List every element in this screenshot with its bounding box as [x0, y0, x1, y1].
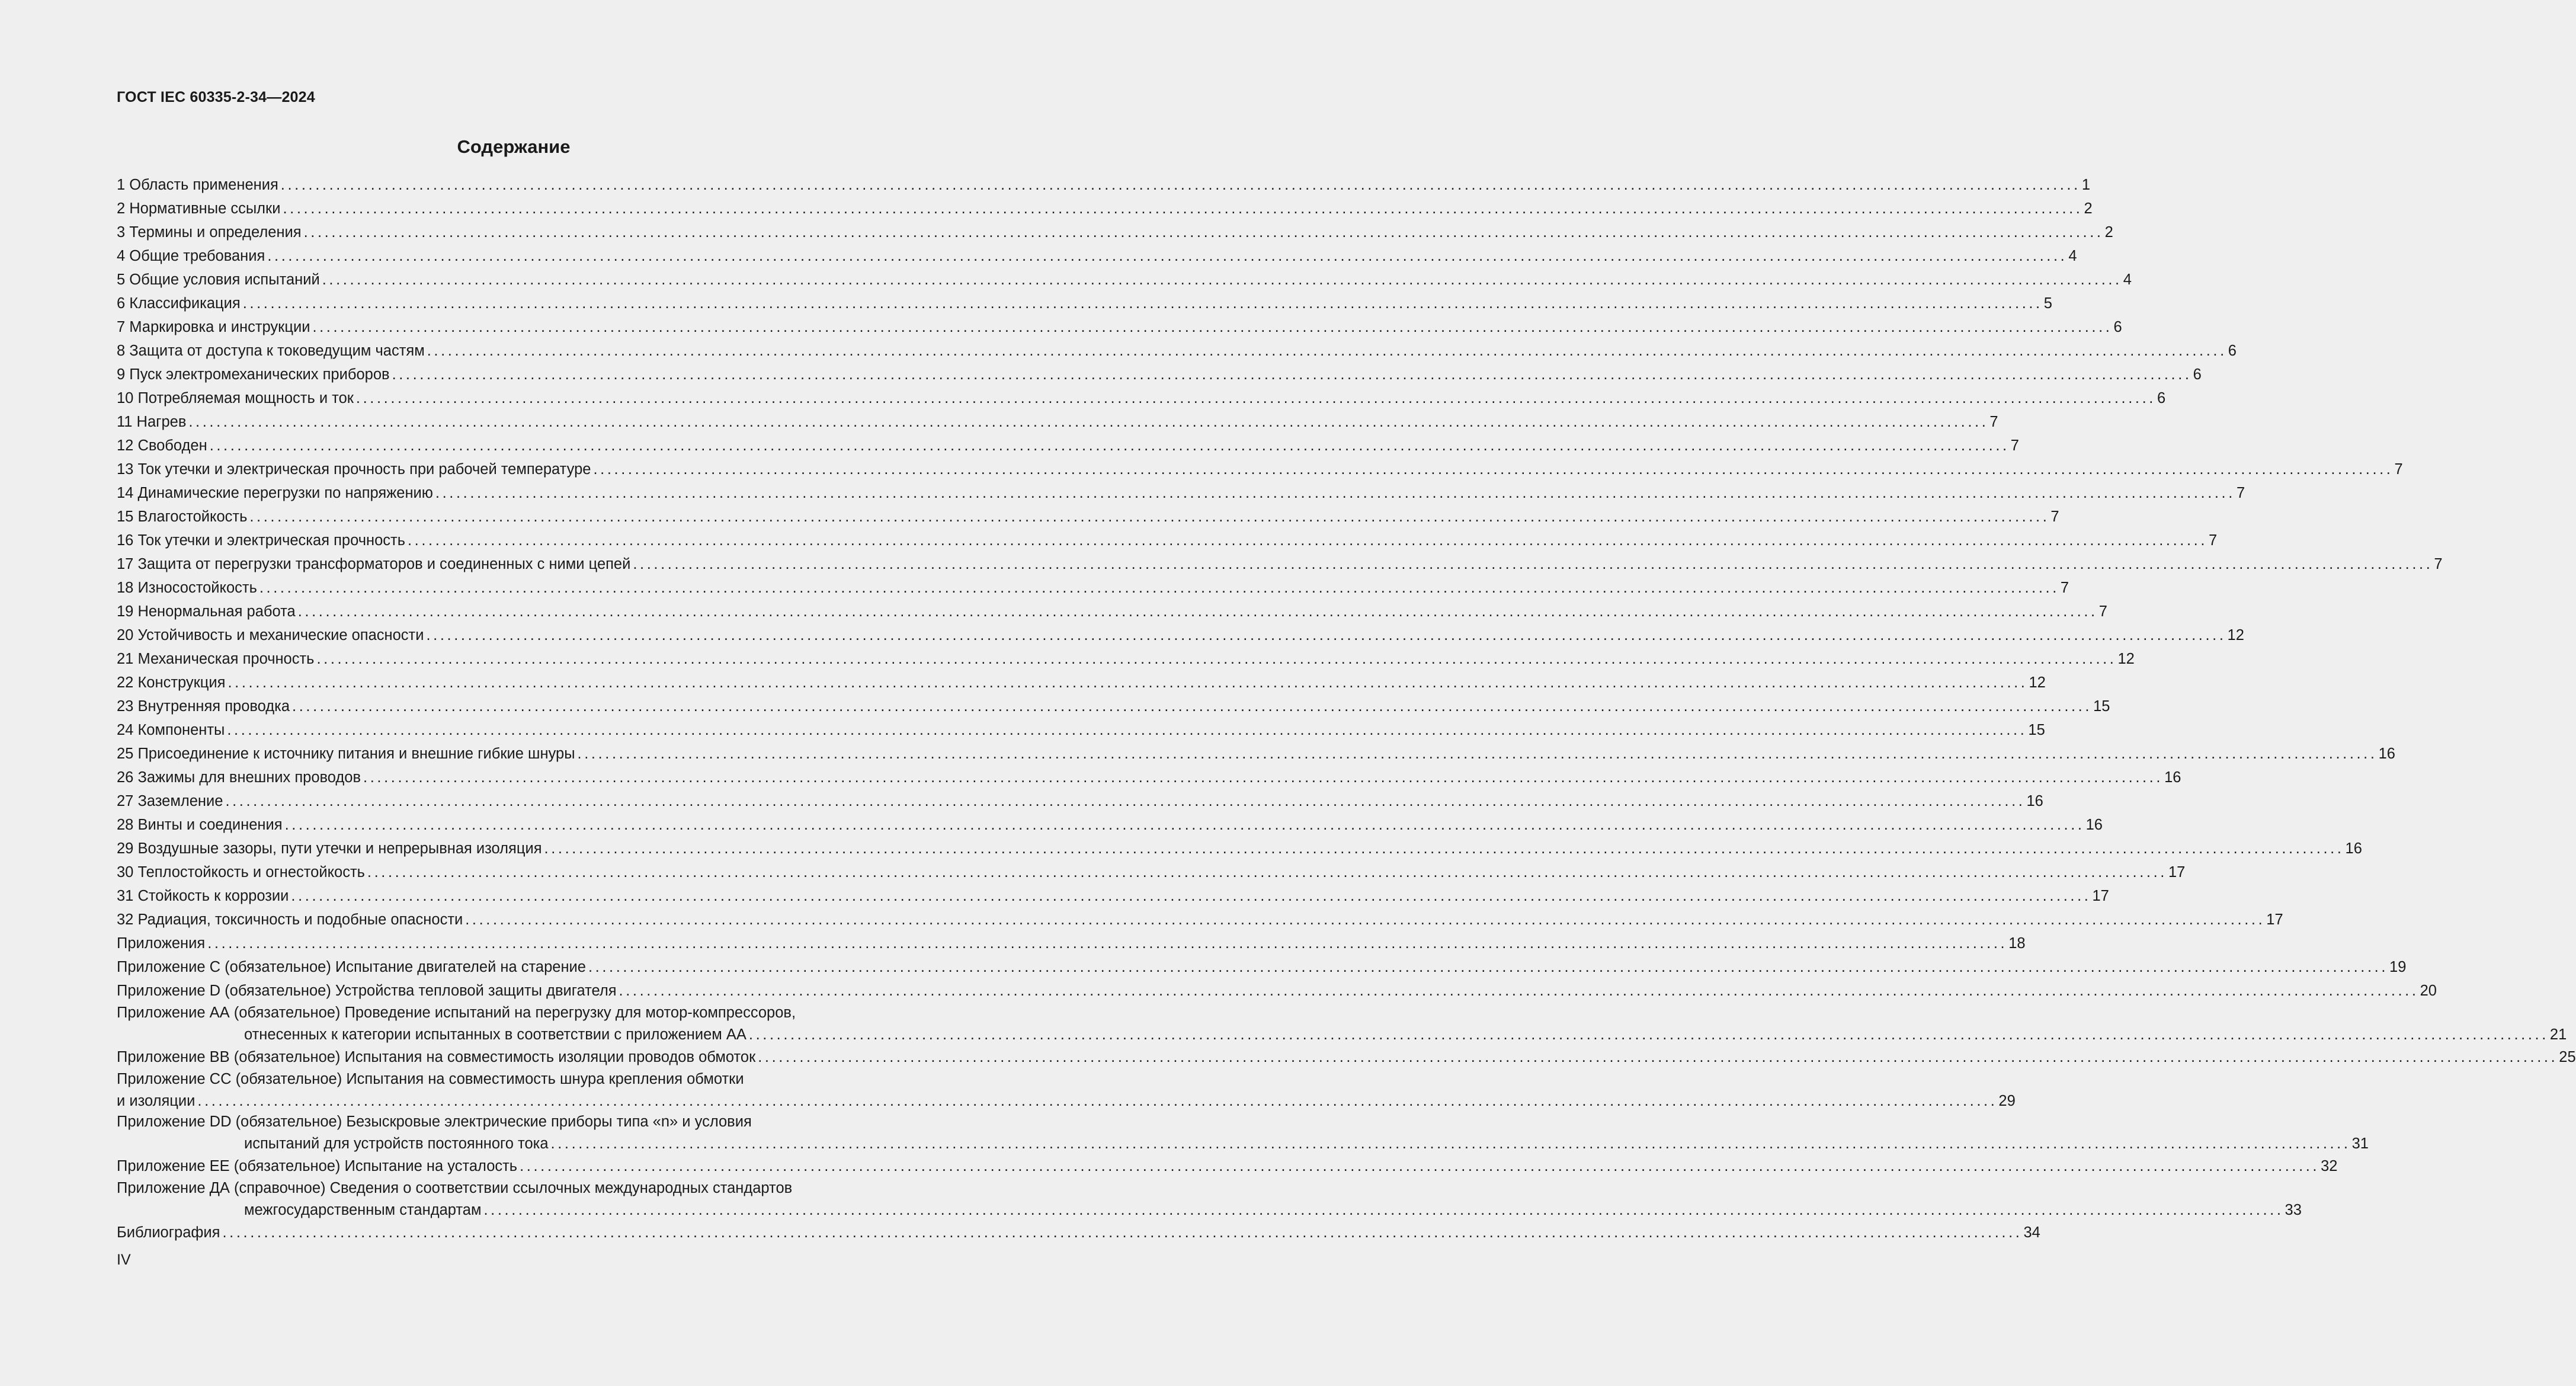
toc-entry-page: 17	[2092, 888, 2109, 904]
toc-entry-label: 13 Ток утечки и электрическая прочность при рабочей температуре	[117, 461, 591, 478]
toc-entry-page: 6	[2228, 343, 2237, 359]
toc-entry[interactable]	[117, 173, 2090, 197]
leader-dots: ....................................................................................................................................................................................................................................................................	[207, 935, 2008, 952]
toc-entry[interactable]	[117, 268, 2132, 292]
toc-entry-page: 25	[2559, 1049, 2576, 1065]
leader-dots: ....................................................................................................................................................................................................................................................................	[407, 532, 2208, 549]
toc-entry-page: 2	[2104, 224, 2113, 241]
leader-dots: ....................................................................................................................................................................................................................................................................	[188, 414, 1989, 430]
leader-dots: ....................................................................................................................................................................................................................................................................	[292, 698, 2093, 715]
toc-entry[interactable]	[117, 197, 2093, 220]
leader-dots: ....................................................................................................................................................................................................................................................................	[242, 295, 2043, 312]
toc-entry-label: 4 Общие требования	[117, 248, 265, 264]
toc-entry-label: Приложение АА (обязательное) Проведение испытаний на перегрузку для мотор-компрессоров,	[117, 1004, 796, 1021]
toc-entry[interactable]	[117, 908, 2283, 932]
toc-entry-label: 1 Область применения	[117, 177, 278, 193]
leader-dots: ....................................................................................................................................................................................................................................................................	[297, 603, 2098, 620]
toc-entry-label: 11 Нагрев	[117, 414, 187, 430]
leader-dots: ....................................................................................................................................................................................................................................................................	[550, 1135, 2351, 1152]
toc-entry[interactable]	[117, 600, 2107, 623]
toc-entry-label-continued: испытаний для устройств постоянного тока	[244, 1135, 549, 1152]
toc-entry[interactable]	[117, 789, 2043, 813]
toc-entry-page: 17	[2266, 911, 2283, 928]
toc-entry[interactable]	[117, 386, 2166, 410]
toc-entry-page: 7	[2060, 580, 2069, 596]
toc-entry-page: 1	[2081, 177, 2090, 193]
toc-entry[interactable]	[117, 647, 2135, 671]
toc-entry-label-continued: и изоляции	[117, 1093, 196, 1109]
toc-entry-page: 16	[2378, 745, 2395, 762]
toc-entry-page: 7	[1989, 414, 1998, 430]
leader-dots: ....................................................................................................................................................................................................................................................................	[748, 1026, 2549, 1043]
leader-dots: ....................................................................................................................................................................................................................................................................	[426, 627, 2226, 644]
toc-entry-page: 18	[2008, 935, 2026, 952]
toc-entry-annex-da[interactable]	[117, 1178, 2302, 1221]
leader-dots: ....................................................................................................................................................................................................................................................................	[483, 1202, 2284, 1218]
leader-dots: ....................................................................................................................................................................................................................................................................	[284, 817, 2085, 833]
toc-entry-label: 7 Маркировка и инструкции	[117, 319, 310, 335]
leader-dots: ....................................................................................................................................................................................................................................................................	[355, 390, 2156, 406]
toc-entry-page: 16	[2345, 840, 2362, 857]
toc-entry-label-continued: межгосударственным стандартам	[244, 1202, 482, 1218]
toc-entry[interactable]	[117, 315, 2122, 339]
leader-dots: ....................................................................................................................................................................................................................................................................	[435, 485, 2235, 501]
toc-entry-label: 29 Воздушные зазоры, пути утечки и непрерывная изоляция	[117, 840, 542, 857]
toc-entry[interactable]	[117, 671, 2046, 694]
toc-entry[interactable]	[117, 766, 2181, 789]
toc-entry-label: Приложение DD (обязательное) Безыскровые электрические приборы типа «n» и условия	[117, 1113, 752, 1130]
toc-entry[interactable]	[117, 623, 2244, 647]
toc-entry-label: 15 Влагостойкость	[117, 508, 248, 525]
toc-entry-page: 16	[2164, 769, 2181, 786]
table-of-contents	[117, 173, 2576, 1244]
standard-designation: ГОСТ IEC 60335-2-34—2024	[117, 89, 315, 105]
toc-entry-label: 28 Винты и соединения	[117, 817, 283, 833]
leader-dots: ....................................................................................................................................................................................................................................................................	[367, 864, 2167, 881]
toc-entry-label: 26 Зажимы для внешних проводов	[117, 769, 361, 786]
leader-dots: ....................................................................................................................................................................................................................................................................	[222, 1224, 2023, 1241]
toc-entry-page: 12	[2029, 674, 2046, 691]
leader-dots: ....................................................................................................................................................................................................................................................................	[758, 1049, 2558, 1065]
toc-entry-label: Приложение ЕЕ (обязательное) Испытание на усталость	[117, 1158, 518, 1174]
toc-entry-label: 21 Механическая прочность	[117, 651, 315, 667]
toc-entry[interactable]	[117, 576, 2069, 600]
leader-dots: ....................................................................................................................................................................................................................................................................	[209, 437, 2010, 454]
toc-entry-label: 31 Стойкость к коррозии	[117, 888, 289, 904]
toc-entry-label: 10 Потребляемая мощность и ток	[117, 390, 354, 406]
leader-dots: ....................................................................................................................................................................................................................................................................	[291, 888, 2091, 904]
leader-dots: ....................................................................................................................................................................................................................................................................	[259, 580, 2059, 596]
toc-entry[interactable]	[117, 694, 2110, 718]
leader-dots: ....................................................................................................................................................................................................................................................................	[303, 224, 2104, 241]
toc-entry-page: 12	[2227, 627, 2244, 644]
leader-dots: ....................................................................................................................................................................................................................................................................	[322, 271, 2122, 288]
toc-entry-page: 7	[2010, 437, 2019, 454]
toc-entry-bibliography[interactable]	[117, 1221, 2040, 1244]
toc-entry-label: 23 Внутренняя проводка	[117, 698, 290, 715]
toc-entry[interactable]	[117, 932, 2026, 955]
toc-entry[interactable]	[117, 718, 2045, 742]
toc-entry-label: 24 Компоненты	[117, 722, 225, 738]
toc-entry-page: 7	[2209, 532, 2218, 549]
toc-entry-page: 2	[2084, 200, 2093, 217]
toc-entry[interactable]	[117, 244, 2077, 268]
toc-entry-page: 16	[2085, 817, 2103, 833]
toc-entry-label: 14 Динамические перегрузки по напряжению	[117, 485, 433, 501]
toc-title: Содержание	[457, 136, 571, 157]
leader-dots: ....................................................................................................................................................................................................................................................................	[520, 1158, 2320, 1174]
leader-dots: ....................................................................................................................................................................................................................................................................	[633, 556, 2433, 572]
toc-entry-label: 6 Классификация	[117, 295, 241, 312]
toc-entry[interactable]	[117, 884, 2109, 908]
toc-entry[interactable]	[117, 742, 2395, 766]
toc-entry-page: 15	[2028, 722, 2045, 738]
leader-dots: ....................................................................................................................................................................................................................................................................	[577, 745, 2378, 762]
toc-entry[interactable]	[117, 292, 2052, 315]
toc-entry-page: 7	[2236, 485, 2245, 501]
toc-entry[interactable]	[117, 505, 2059, 529]
toc-entry-label: 22 Конструкция	[117, 674, 226, 691]
toc-entry-page: 6	[2113, 319, 2122, 335]
toc-entry[interactable]	[117, 410, 1998, 434]
leader-dots: ....................................................................................................................................................................................................................................................................	[363, 769, 2164, 786]
toc-entry-label: 18 Износостойкость	[117, 580, 257, 596]
toc-entry[interactable]	[117, 837, 2362, 860]
leader-dots: ....................................................................................................................................................................................................................................................................	[544, 840, 2344, 857]
leader-dots: ....................................................................................................................................................................................................................................................................	[249, 508, 2050, 525]
toc-entry-page: 6	[2193, 366, 2202, 383]
toc-entry-page: 12	[2117, 651, 2135, 667]
toc-entry-annex-ee[interactable]	[117, 1154, 2338, 1178]
toc-entry-label: 12 Свободен	[117, 437, 207, 454]
toc-entry-label: Приложение С (обязательное) Испытание двигателей на старение	[117, 959, 586, 975]
leader-dots: ....................................................................................................................................................................................................................................................................	[283, 200, 2083, 217]
leader-dots: ....................................................................................................................................................................................................................................................................	[316, 651, 2117, 667]
toc-entry-label: 20 Устойчивость и механические опасности	[117, 627, 424, 644]
toc-entry-label: 2 Нормативные ссылки	[117, 200, 281, 217]
leader-dots: ....................................................................................................................................................................................................................................................................	[593, 461, 2394, 478]
leader-dots: ....................................................................................................................................................................................................................................................................	[197, 1093, 1998, 1109]
toc-entry-annex-aa[interactable]	[117, 1003, 2567, 1045]
toc-entry-label: 5 Общие условия испытаний	[117, 271, 320, 288]
toc-entry[interactable]	[117, 339, 2237, 363]
toc-entry-page: 34	[2023, 1224, 2040, 1241]
toc-entry-label: 8 Защита от доступа к токоведущим частям	[117, 343, 425, 359]
toc-entry-label: 16 Ток утечки и электрическая прочность	[117, 532, 405, 549]
leader-dots: ....................................................................................................................................................................................................................................................................	[465, 911, 2266, 928]
toc-entry-page: 7	[2050, 508, 2059, 525]
toc-entry-page: 4	[2123, 271, 2132, 288]
toc-entry-label: 32 Радиация, токсичность и подобные опасности	[117, 911, 463, 928]
toc-entry-label: Приложение D (обязательное) Устройства тепловой защиты двигателя	[117, 982, 617, 999]
toc-entry-label: 25 Присоединение к источнику питания и внешние гибкие шнуры	[117, 745, 575, 762]
toc-entry-label: Приложение ВВ (обязательное) Испытания на совместимость изоляции проводов обмоток	[117, 1049, 756, 1065]
toc-entry-label: Приложение СС (обязательное) Испытания на совместимость шнура крепления обмотки	[117, 1071, 744, 1087]
leader-dots: ....................................................................................................................................................................................................................................................................	[619, 982, 2419, 999]
toc-entry-page: 31	[2351, 1135, 2369, 1152]
toc-entry[interactable]	[117, 220, 2113, 244]
leader-dots: ....................................................................................................................................................................................................................................................................	[228, 674, 2028, 691]
toc-entry-label: 30 Теплостойкость и огнестойкость	[117, 864, 365, 881]
toc-entry[interactable]	[117, 979, 2437, 1003]
leader-dots: ....................................................................................................................................................................................................................................................................	[312, 319, 2113, 335]
toc-entry-page: 6	[2157, 390, 2166, 406]
toc-entry[interactable]	[117, 363, 2202, 386]
toc-entry-page: 17	[2168, 864, 2186, 881]
toc-entry-annex-cc[interactable]	[117, 1069, 2016, 1112]
toc-simple-entries	[117, 173, 2443, 1003]
toc-entry-page: 33	[2285, 1202, 2302, 1218]
toc-entry-label: 19 Ненормальная работа	[117, 603, 296, 620]
leader-dots: ....................................................................................................................................................................................................................................................................	[225, 793, 2026, 809]
leader-dots: ....................................................................................................................................................................................................................................................................	[280, 177, 2081, 193]
leader-dots: ....................................................................................................................................................................................................................................................................	[392, 366, 2192, 383]
toc-entry-page: 29	[1998, 1093, 2016, 1109]
toc-entry[interactable]	[117, 481, 2245, 505]
toc-entry-page: 5	[2043, 295, 2052, 312]
toc-entry-page: 15	[2093, 698, 2110, 715]
toc-entry-label: 3 Термины и определения	[117, 224, 302, 241]
toc-entry[interactable]	[117, 552, 2443, 576]
toc-entry-page: 7	[2098, 603, 2107, 620]
toc-entry-annex-dd[interactable]	[117, 1112, 2369, 1154]
toc-entry-label: Приложение ДА (справочное) Сведения о соответствии ссылочных международных стандартов	[117, 1180, 793, 1196]
toc-entry-page: 4	[2068, 248, 2077, 264]
toc-entry-page: 7	[2394, 461, 2403, 478]
toc-entry[interactable]	[117, 813, 2103, 837]
toc-entry-page: 21	[2549, 1026, 2567, 1043]
toc-entry[interactable]	[117, 860, 2186, 884]
toc-entry-page: 19	[2389, 959, 2407, 975]
toc-entry-page: 32	[2321, 1158, 2338, 1174]
toc-entry-label: Приложения	[117, 935, 206, 952]
leader-dots: ....................................................................................................................................................................................................................................................................	[267, 248, 2068, 264]
toc-entry-annex-bb[interactable]	[117, 1045, 2576, 1069]
toc-entry[interactable]	[117, 955, 2407, 979]
page-number: IV	[117, 1251, 131, 1268]
leader-dots: ....................................................................................................................................................................................................................................................................	[427, 343, 2227, 359]
toc-entry-label-continued: отнесенных к категории испытанных в соответствии с приложением АА	[244, 1026, 746, 1043]
toc-entry[interactable]	[117, 457, 2403, 481]
leader-dots: ....................................................................................................................................................................................................................................................................	[588, 959, 2389, 975]
toc-entry-label: 27 Заземление	[117, 793, 223, 809]
toc-entry-label: 17 Защита от перегрузки трансформаторов и соединенных с ними цепей	[117, 556, 631, 572]
toc-entry-label: Библиография	[117, 1224, 220, 1241]
toc-entry[interactable]	[117, 434, 2019, 457]
toc-entry-page: 20	[2420, 982, 2437, 999]
toc-entry-page: 7	[2434, 556, 2443, 572]
toc-entry[interactable]	[117, 529, 2218, 552]
leader-dots: ....................................................................................................................................................................................................................................................................	[227, 722, 2027, 738]
toc-entry-page: 16	[2026, 793, 2043, 809]
toc-entry-label: 9 Пуск электромеханических приборов	[117, 366, 390, 383]
